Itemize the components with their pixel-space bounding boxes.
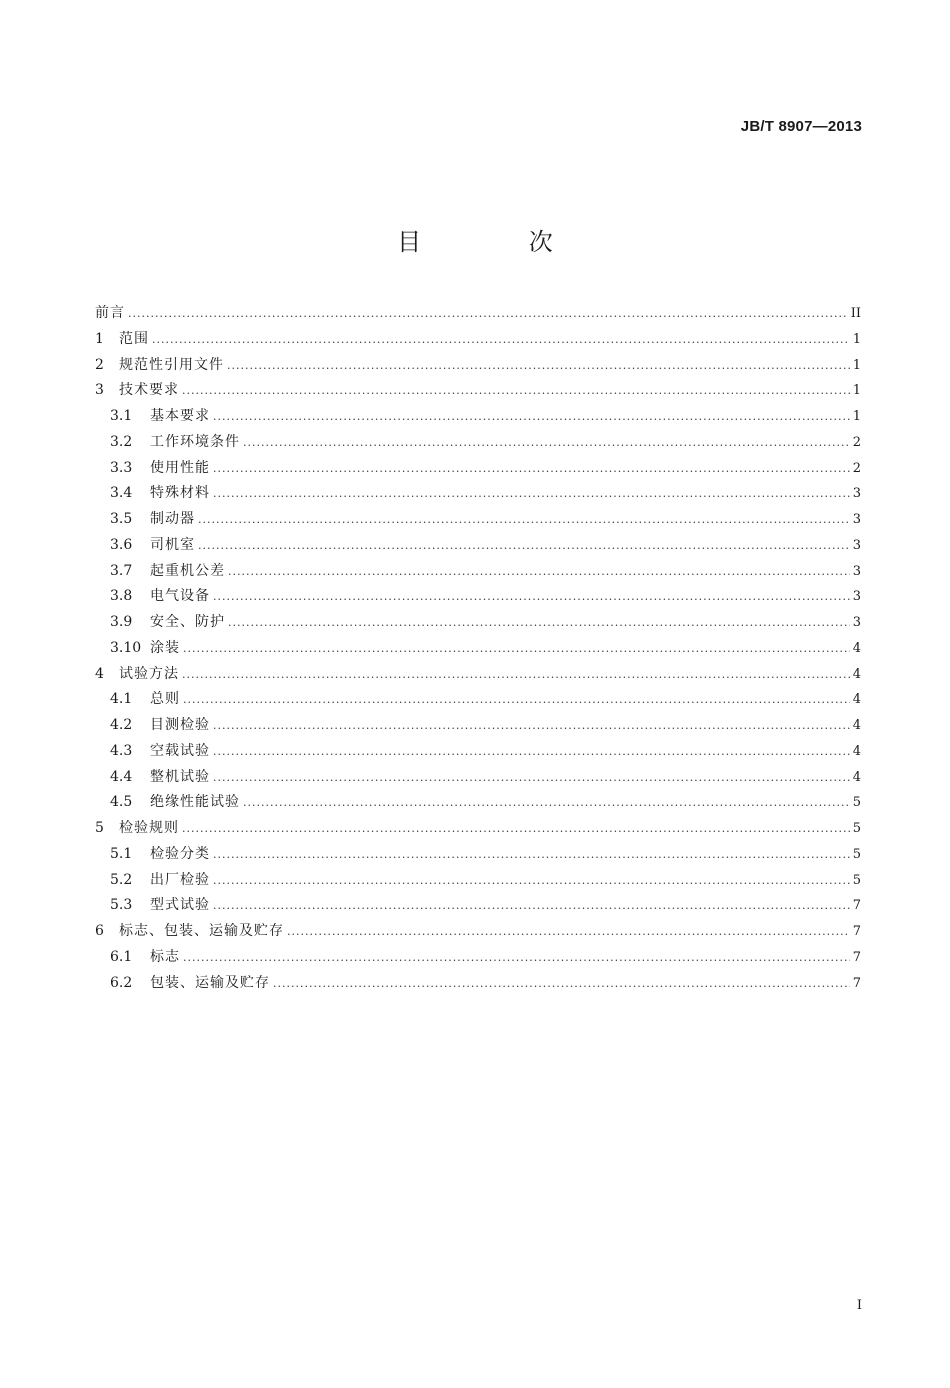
toc-entry[interactable]: [95, 637, 861, 663]
toc-leader-dots: [182, 384, 850, 397]
toc-entry-number: 2: [95, 356, 104, 373]
toc-entry-number: 5.1: [110, 845, 133, 862]
toc-entry[interactable]: [95, 972, 861, 998]
toc-entry-page: 5: [852, 821, 861, 836]
toc-leader-dots: [183, 693, 850, 706]
toc-entry-page: 1: [852, 383, 861, 399]
toc-entry-page: 5: [852, 795, 861, 811]
toc-entry-label: 总则: [150, 691, 180, 708]
toc-entry[interactable]: [95, 869, 861, 895]
standard-code: JB/T 8907—2013: [740, 118, 862, 135]
toc-leader-dots: [183, 642, 850, 655]
toc-entry-number: 4.2: [110, 717, 133, 733]
toc-entry-number: 5.2: [110, 871, 133, 888]
toc-entry-page: 7: [852, 924, 861, 939]
toc-entry[interactable]: [95, 843, 861, 869]
toc-leader-dots: [213, 487, 850, 500]
toc-entry[interactable]: [95, 946, 861, 972]
toc-entry[interactable]: [95, 328, 861, 354]
toc-entry-number: 3.2: [110, 433, 133, 450]
toc-entry-number: 4: [95, 665, 104, 682]
toc-entry-page: 7: [852, 949, 861, 965]
toc-leader-dots: [182, 822, 850, 835]
toc-entry-page: 1: [852, 357, 861, 373]
toc-entry-label: 特殊材料: [150, 485, 210, 502]
toc-entry-number: 1: [95, 330, 104, 347]
toc-entry-label: 检验分类: [150, 845, 210, 862]
toc-entry-number: 3.3: [110, 459, 133, 476]
toc-entry[interactable]: [95, 766, 861, 792]
toc-entry-number: 4.4: [110, 768, 133, 785]
toc-entry-number: 5.3: [110, 897, 133, 914]
toc-entry-page: 4: [852, 769, 861, 785]
toc-entry-number: 3.8: [110, 588, 133, 605]
toc-entry-label: 空载试验: [150, 742, 210, 759]
toc-leader-dots: [287, 925, 850, 938]
toc-leader-dots: [228, 616, 850, 629]
toc-entry-label: 试验方法: [119, 665, 179, 682]
toc-entry-page: 3: [852, 512, 861, 527]
toc-leader-dots: [183, 951, 850, 964]
toc-entry-number: 3.1: [110, 408, 133, 424]
toc-entry-label: 出厂检验: [150, 871, 210, 888]
toc-entry[interactable]: [95, 585, 861, 611]
toc-leader-dots: [198, 513, 850, 526]
toc-entry[interactable]: [95, 714, 861, 740]
toc-entry[interactable]: [95, 508, 861, 534]
toc-entry-label: 工作环境条件: [150, 433, 240, 450]
toc-entry-number: 3.6: [110, 536, 133, 553]
toc-leader-dots: [213, 719, 850, 732]
toc-entry-number: 3.4: [110, 485, 133, 502]
toc-entry-label: 整机试验: [150, 768, 210, 785]
toc-entry-page: 3: [852, 563, 861, 579]
toc-entry-page: 7: [852, 975, 861, 991]
toc-entry-label: 前言: [95, 305, 125, 321]
toc-entry-number: 4.1: [110, 691, 133, 708]
toc-entry[interactable]: [95, 791, 861, 817]
toc-entry-label: 安全、防护: [150, 614, 225, 630]
toc-entry-page: 1: [852, 331, 861, 347]
toc-entry-number: 4.3: [110, 742, 133, 759]
toc-entry[interactable]: [95, 740, 861, 766]
toc-entry-number: 6.1: [110, 948, 133, 965]
toc-leader-dots: [213, 874, 850, 887]
toc-entry-label: 目测检验: [150, 717, 210, 733]
toc-leader-dots: [213, 745, 850, 758]
toc-leader-dots: [213, 899, 850, 912]
toc-entry-label: 起重机公差: [150, 562, 225, 579]
toc-leader-dots: [213, 848, 850, 861]
toc-entry[interactable]: [95, 688, 861, 714]
toc-leader-dots: [213, 462, 850, 475]
toc-entry[interactable]: [95, 920, 861, 946]
toc-entry-label: 司机室: [150, 536, 195, 553]
toc-leader-dots: [228, 565, 850, 578]
toc-entry-label: 型式试验: [150, 897, 210, 914]
toc-entry-label: 绝缘性能试验: [150, 794, 240, 811]
toc-entry-page: 2: [852, 434, 861, 450]
toc-leader-dots: [243, 796, 850, 809]
toc-entry-number: 4.5: [110, 794, 133, 811]
toc-entry-page: 7: [852, 898, 861, 914]
toc-leader-dots: [213, 410, 850, 423]
toc-entry[interactable]: [95, 354, 861, 380]
toc-entry-page: II: [850, 306, 861, 321]
toc-entry-label: 包装、运输及贮存: [150, 974, 270, 991]
toc-entry-number: 5: [95, 820, 104, 836]
toc-entry[interactable]: [95, 894, 861, 920]
toc-entry-page: 4: [852, 640, 861, 656]
toc-entry[interactable]: [95, 611, 861, 637]
toc-leader-dots: [213, 771, 850, 784]
toc-entry-page: 1: [852, 409, 861, 424]
toc-entry[interactable]: [95, 560, 861, 586]
toc-entry-page: 5: [852, 846, 861, 862]
toc-entry-label: 技术要求: [119, 382, 179, 399]
toc-entry[interactable]: [95, 405, 861, 431]
toc-leader-dots: [152, 333, 850, 346]
toc-leader-dots: [213, 590, 850, 603]
toc-entry[interactable]: [95, 302, 861, 328]
toc-entry[interactable]: [95, 663, 861, 689]
toc-entry-label: 基本要求: [150, 408, 210, 424]
toc-entry-number: 3: [95, 382, 104, 399]
toc-entry[interactable]: [95, 457, 861, 483]
toc-leader-dots: [128, 307, 848, 320]
toc-entry-number: 6.2: [110, 974, 133, 991]
toc-entry-label: 标志: [150, 948, 180, 965]
toc-entry[interactable]: [95, 431, 861, 457]
toc-entry-page: 4: [852, 743, 861, 759]
toc-entry-page: 4: [852, 666, 861, 682]
toc-entry-page: 2: [852, 460, 861, 476]
toc-entry-number: 3.10: [110, 639, 142, 656]
toc-entry[interactable]: [95, 817, 861, 843]
toc-entry-page: 5: [852, 872, 861, 888]
table-of-contents: [95, 302, 861, 997]
toc-entry-label: 电气设备: [150, 588, 210, 605]
toc-entry-number: 3.5: [110, 511, 133, 527]
toc-entry-page: 3: [852, 537, 861, 553]
toc-entry-label: 标志、包装、运输及贮存: [119, 923, 284, 939]
toc-entry-label: 规范性引用文件: [119, 356, 224, 373]
toc-leader-dots: [273, 977, 850, 990]
toc-entry-number: 3.7: [110, 562, 133, 579]
toc-entry-page: 3: [852, 615, 861, 630]
toc-entry-page: 4: [852, 718, 861, 733]
page-title: 目 次: [397, 228, 603, 256]
toc-leader-dots: [243, 436, 850, 449]
toc-entry-page: 3: [852, 589, 861, 605]
toc-entry-page: 3: [852, 486, 861, 502]
toc-entry[interactable]: [95, 379, 861, 405]
toc-entry-label: 使用性能: [150, 459, 210, 476]
toc-entry[interactable]: [95, 482, 861, 508]
toc-entry-label: 涂装: [150, 639, 180, 656]
toc-entry-label: 范围: [119, 330, 149, 347]
toc-leader-dots: [227, 359, 850, 372]
toc-entry-number: 3.9: [110, 614, 133, 630]
toc-entry-number: 6: [95, 923, 104, 939]
toc-entry[interactable]: [95, 534, 861, 560]
toc-leader-dots: [182, 668, 850, 681]
toc-entry-label: 制动器: [150, 511, 195, 527]
page-number: I: [856, 1298, 862, 1313]
toc-leader-dots: [198, 539, 850, 552]
toc-entry-label: 检验规则: [119, 820, 179, 836]
toc-entry-page: 4: [852, 692, 861, 708]
